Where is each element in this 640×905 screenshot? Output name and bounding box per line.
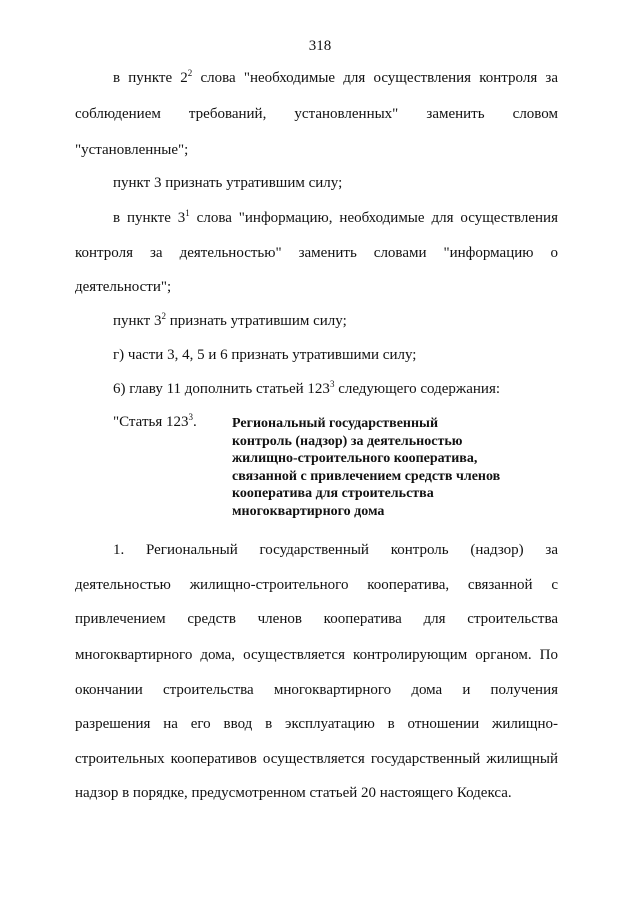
article-title — [232, 415, 562, 520]
article-title-line: Региональный государственный — [232, 416, 439, 431]
body-line-8: надзор в порядке, предусмотренном статьей 20 настоящего Кодекса. — [75, 785, 512, 801]
article-title-line: жилищно-строительного кооператива, — [232, 451, 478, 466]
body-line-2: деятельностью жилищно-строительного кооператива, связанной с — [75, 577, 558, 593]
article-title-line: многоквартирного дома — [232, 503, 385, 519]
body-line-1: 1. Региональный государственный контроль (надзор) за — [113, 542, 558, 558]
amendment-line-6: контроля за деятельностью" заменить словами "информацию о — [75, 245, 558, 261]
amendment-line-9: г) части 3, 4, 5 и 6 признать утратившими силу; — [113, 347, 417, 363]
amendment-line-2: соблюдением требований, установленных" заменить словом — [75, 106, 558, 122]
amendment-line-4: пункт 3 признать утратившим силу; — [113, 175, 343, 191]
amendment-line-3: "установленные"; — [75, 142, 189, 158]
body-line-5: окончании строительства многоквартирного дома и получения — [75, 682, 558, 698]
article-title-line: кооператива для строительства — [232, 486, 434, 501]
amendment-line-1: в пункте $2^2$ слова "необходимые для осуществления контроля за — [113, 68, 558, 86]
article-title-line: контроль (надзор) за деятельностью — [232, 433, 463, 449]
body-line-4: многоквартирного дома, осуществляется контролирующим органом. По — [75, 647, 558, 663]
article-label: "Статья $123^3$. — [113, 412, 197, 430]
body-line-6: разрешения на его ввод в эксплуатацию в отношении жилищно- — [75, 716, 558, 732]
body-line-7: строительных кооперативов осуществляется государственный жилищный — [75, 751, 558, 767]
article-title-line: связанной с привлечением средств членов — [232, 468, 501, 484]
amendment-line-8: пункт $3^2$ признать утратившим силу; — [113, 311, 347, 329]
amendment-line-5: в пункте $3^1$ слова "информацию, необходимые для осуществления — [113, 208, 558, 226]
amendment-line-10: 6) главу 11 дополнить статьей $123^3$ следующего содержания: — [113, 379, 501, 397]
amendment-line-7: деятельности"; — [75, 279, 172, 295]
body-line-3: привлечением средств членов кооператива для строительства — [75, 611, 558, 627]
page-number: 318 — [308, 38, 332, 54]
